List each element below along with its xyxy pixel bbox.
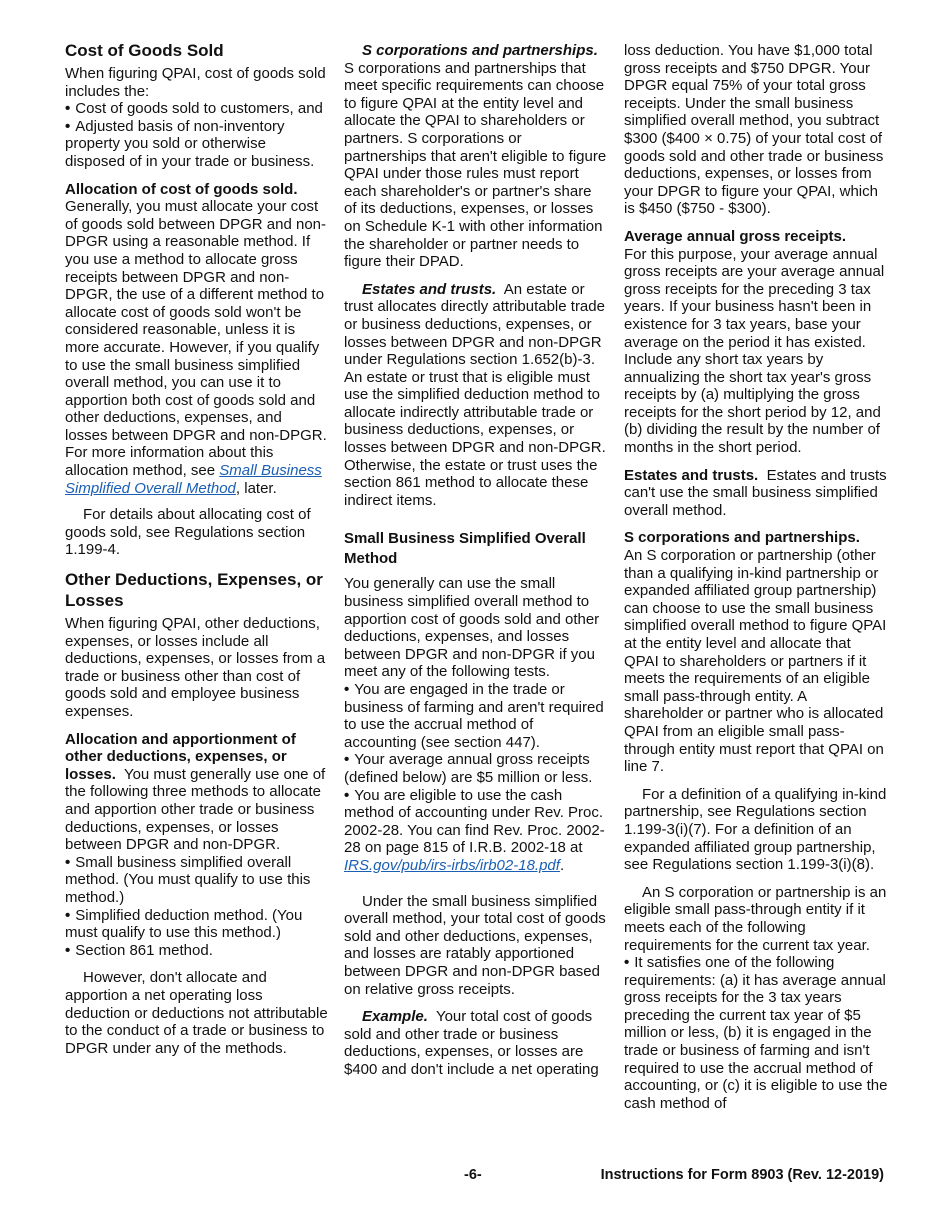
bullet-test-farming xyxy=(344,681,608,751)
s-corporations-sbsom-text: An S corporation or partnership (other than a qualifying in-kind partnership or expanded affiliated group partnership) can choose to use the small business simplified overall method to figure QPAI at the entity level and allocate that QPAI to shareholders or partners if it meets the requirements of an eligible small pass-through entity. A shareholder or partner who is allocated QPAI from an eligible small pass-through entity must report that QPAI on line 7. xyxy=(624,547,887,776)
column-1 xyxy=(65,40,328,1057)
bullet-requirement-one xyxy=(624,954,888,1112)
estates-trusts-sbsom-text: Estates and trusts can't use the small business simplified overall method. xyxy=(624,466,887,519)
paragraph-estates-trusts-sbsom xyxy=(624,467,888,520)
paragraph-allocation-apportionment xyxy=(65,731,328,854)
bullet-method-small-business xyxy=(65,854,328,907)
bullet-text: Simplified deduction method. (You must qualify to use this method.) xyxy=(65,906,303,942)
paragraph-s-corporations xyxy=(344,42,608,271)
bullet-method-section-861 xyxy=(65,942,328,960)
paragraph-definitions: For a definition of a qualifying in-kind partnership, see Regulations section 1.199-3(i)(7). For a definition of an expanded affiliated group partnership, see Regulations section 1.199-3(i)(8). xyxy=(624,785,887,874)
subheading-s-corporations: S corporations and partnerships. xyxy=(362,42,598,59)
column-3 xyxy=(624,40,888,1112)
page-footer xyxy=(0,1167,950,1187)
subheading-example: Example. xyxy=(362,1008,428,1026)
allocation-text: Generally, you must allocate your cost of goods sold between DPGR and non-DPGR using a reasonable method. If you use a method to allocate gross receipts between DPGR and non-DPGR, the use of a different method to allocate cost of goods sold won't be considered reasonable, unless it is more accurate. However, if you qualify to use the small business simplified overall method, you can use it to apportion both cost of goods sold and other deductions, expenses, and losses between DPGR and non-DPGR. For more information about this allocation method, see xyxy=(65,198,327,480)
bullet-text: Small business simplified overall method. (You must qualify to use this method.) xyxy=(65,853,311,906)
form-title: Instructions for Form 8903 (Rev. 12-2019) xyxy=(600,1167,884,1183)
subheading-estates-trusts-sbsom: Estates and trusts. xyxy=(624,466,759,484)
apportionment-text: You must generally use one of the following three methods to allocate and apportion other trade or business deductions, expenses, or losses between DPGR and non-DPGR. xyxy=(65,765,326,854)
link-irb02-18-pdf[interactable]: IRS.gov/pub/irs-irbs/irb02-18.pdf xyxy=(344,856,560,874)
paragraph-cogs-intro: When figuring QPAI, cost of goods sold includes the: xyxy=(65,65,326,100)
average-gross-receipts-text: For this purpose, your average annual gross receipts are your average annual gross receipts for the preceding 3 tax years. If your business hasn't been in existence for 3 tax years, base your average on the period it has existed. Include any short tax years by annualizing the short tax year's gross receipts by (a) multiplying the gross receipts for the short period by 12, and (b) dividing the result by the number of months in the short period. xyxy=(624,245,885,457)
paragraph-however: However, don't allocate and apportion a net operating loss deduction or deductions not attributable to the conduct of a trade or business to DPGR under any of the methods. xyxy=(65,969,328,1057)
subheading-average-gross-receipts: Average annual gross receipts. xyxy=(624,227,847,245)
subheading-estates-trusts: Estates and trusts. xyxy=(362,280,497,298)
example-text: Your total cost of goods sold and other trade or business deductions, expenses, or losses are $400 and don't include a net operating xyxy=(344,1008,599,1078)
paragraph-example xyxy=(344,1008,608,1078)
bullet-text: Section 861 method. xyxy=(75,941,213,959)
bullet-text: Cost of goods sold to customers, and xyxy=(75,100,323,118)
estates-trusts-text: An estate or trust allocates directly attributable trade or business deductions, expenses, or losses between DPGR and non-DPGR under Regulations section 1.652(b)-3. An estate or trust that is eligible must use the simplified deduction method to allocate indirectly attributable trade or business deductions, expenses, or losses between DPGR and non-DPGR. Otherwise, the estate or trust uses the section 861 method to allocate these indirect items. xyxy=(344,280,606,509)
paragraph-sbsom-intro: You generally can use the small business simplified overall method to apportion cost of goods sold and other deductions, expenses, and losses between DPGR and non-DPGR if you meet any of the following tests. xyxy=(344,575,600,681)
heading-cost-of-goods-sold: Cost of Goods Sold xyxy=(65,41,224,60)
page-number: -6- xyxy=(464,1167,482,1183)
paragraph-under-method: Under the small business simplified overall method, your total cost of goods sold and other deductions, expenses, and losses are ratably apportioned between DPGR and non-DPGR based on relative gross receipts. xyxy=(344,892,606,998)
bullet-text: Your average annual gross receipts (defined below) are $5 million or less. xyxy=(344,751,593,786)
heading-other-deductions: Other Deductions, Expenses, or Losses xyxy=(65,570,323,611)
bullet-text: Adjusted basis of non-inventory property you sold or otherwise disposed of in your trade or business. xyxy=(65,117,315,170)
bullet-cogs-adjusted-basis xyxy=(65,118,328,171)
paragraph-s-corporations-sbsom xyxy=(624,529,888,775)
subheading-allocation-cogs: Allocation of cost of goods sold. xyxy=(65,180,298,198)
subheading-s-corporations-sbsom: S corporations and partnerships. xyxy=(624,529,860,547)
column-2 xyxy=(344,40,608,1078)
bullet-method-simplified-deduction xyxy=(65,907,328,942)
bullet-test-cash-method xyxy=(344,787,608,875)
paragraph-allocation-cogs xyxy=(65,181,328,498)
bullet-text: You are engaged in the trade or business of farming and aren't required to use the accrual method of accounting (see section 447). xyxy=(344,681,604,751)
allocation-text-end: , later. xyxy=(235,479,277,497)
paragraph-average-gross-receipts xyxy=(624,228,888,457)
subheading-allocation-apportionment: Allocation and apportionment of other deductions, expenses, or losses. xyxy=(65,730,296,783)
heading-small-business-simplified-overall-method: Small Business Simplified Overall Method xyxy=(344,530,586,568)
paragraph-other-deductions: When figuring QPAI, other deductions, expenses, or losses include all deductions, expenses, or losses from a trade or business other than cost of goods sold and employee business expenses. xyxy=(65,615,326,720)
paragraph-example-continued: loss deduction. You have $1,000 total gross receipts and $750 DPGR. Your DPGR equal 75% of your total gross receipts. Under the small business simplified overall method, you subtract $300 ($400 × 0.75) of your total cost of goods sold and other trade or business deductions, expenses, or losses from your DPGR to figure your QPAI, which is $450 ($750 - $300). xyxy=(624,42,884,218)
paragraph-details-cogs: For details about allocating cost of goods sold, see Regulations section 1.199-4. xyxy=(65,506,311,559)
bullet-test-gross-receipts xyxy=(344,751,608,786)
paragraph-estates-trusts xyxy=(344,281,608,510)
link-small-business-simplified-overall-method[interactable]: Small Business Simplified Overall Method xyxy=(65,462,322,497)
bullet-text: It satisfies one of the following requirements: (a) it has average annual gross receipts for the 3 tax years preceding the current tax year of $5 million or less, (b) it is engaged in the trade or business of farming and isn't required to use the accrual method of accounting, or (c) it is eligible to use the cash method of xyxy=(624,954,888,1112)
paragraph-eligible-entity: An S corporation or partnership is an eligible small pass-through entity if it meets each of the following requirements for the current tax year. xyxy=(624,883,887,954)
bullet-cogs-customers xyxy=(65,100,328,118)
s-corporations-text: S corporations and partnerships that meet specific requirements can choose to figure QPAI at the entity level and allocate the QPAI to shareholders or partners. S corporations or partnerships that aren't eligible to figure QPAI under those rules must report each shareholder's or partner's share of its deductions, expenses, or losses on Schedule K-1 with other information the shareholder or partner needs to figure their DPAD. xyxy=(344,59,607,271)
bullet-text: You are eligible to use the cash method of accounting under Rev. Proc. 2002-28. You can find Rev. Proc. 2002-28 on page 815 of I.R.B. 2002-18 at xyxy=(344,786,605,857)
bullet-text-end: . xyxy=(559,856,565,874)
